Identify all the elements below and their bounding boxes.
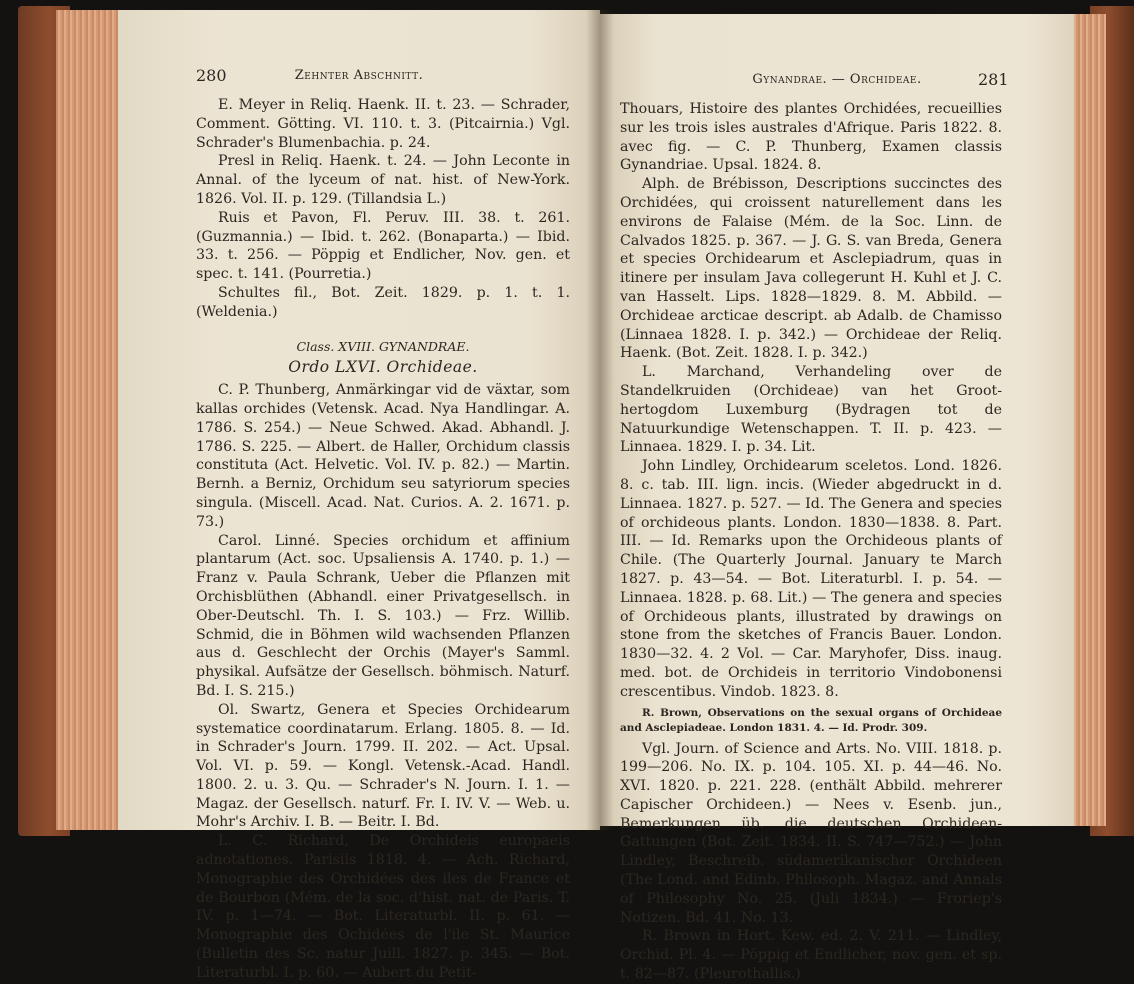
right-running-head: Gynandrae. — Orchideae.: [752, 72, 922, 87]
right-page: [600, 14, 1074, 983]
paragraph: C. P. Thunberg, Anmärkingar vid de växtar, som kallas orchides (Vetensk. Acad. Nya Handlingar. A. 1786. S. 254.) — Neue Schwed. Akad. Abhandl. J. 1786. S. 225. — Albert. de Haller, Orchidum classis constituta (Act. Helvetic. Vol. IV. p. 82.) — Martin. Bernh. a Berniz, Orchidum seu satyriorum species singula. (Miscell. Acad. Nat. Curios. A. 2. 1671. p. 73.): [196, 382, 570, 530]
paragraph: John Lindley, Orchidearum sceletos. Lond. 1826. 8. c. tab. III. lign. incis. (Wieder abgedruckt in d. Linnaea. 1827. p. 527. — Id. The Genera and species of orchideous plants. London. 1830—1838. 8. Part. III. — Id. Remarks upon the Orchideous plants of Chile. (The Quarterly Journal. January te March 1827. p. 43—54. — Bot. Literaturbl. I. p. 54. — Linnaea. 1828. p. 68. Lit.) — The genera and species of Orchideous plants, illustrated by drawings on stone from the sketches of Francis Bauer. London. 1830—32. 4. 2 Vol. — Car. Maryhofer, Diss. inaug. med. bot. de Orchideis in territorio Vindobonensi crescentibus. Vindob. 1823. 8.: [620, 458, 1002, 700]
book-gutter: [586, 10, 614, 830]
left-page-edges: [56, 10, 126, 830]
small-print-paragraph: R. Brown, Observations on the sexual organs of Orchideae and Asclepiadeae. London 1831. 4. — Id. Prodr. 309.: [620, 706, 1002, 734]
paragraph: Presl in Reliq. Haenk. t. 24. — John Leconte in Annal. of the lyceum of nat. hist. of New-York. 1826. Vol. II. p. 129. (Tillandsia L.): [196, 153, 570, 207]
paragraph: Ruis et Pavon, Fl. Peruv. III. 38. t. 261. (Guzmannia.) — Ibid. t. 262. (Bonaparta.) — Ibid. 33. t. 256. — Pöppig et Endlicher, Nov. gen. et spec. t. 141. (Pourretia.): [196, 209, 570, 283]
right-page-edges: [1072, 14, 1106, 826]
class-heading: Class. XVIII. GYNANDRAE.: [296, 338, 470, 354]
left-page: [118, 10, 600, 981]
paragraph: L. C. Richard, De Orchideis europaeis adnotationes. Parisiis 1818. 4. — Ach. Richard, Monographie des Orchidées des iles de France et de Bourbon (Mém. de la soc. d'hist. nat. de Paris. T. IV. p. 1—74. — Bot. Literaturbl. II. p. 61. — Monographie des Ochidées de l'ile St. Maurice (Bulletin des Sc. natur Juill. 1827. p. 345. — Bot. Literaturbl. I. p. 60. — Aubert du Petit-: [196, 833, 570, 981]
paragraph: Vgl. Journ. of Science and Arts. No. VIII. 1818. p. 199—206. No. IX. p. 104. 105. XI. p. 44—46. No. XVI. 1820. p. 221. 228. (enthält Abbild. mehrerer Capischer Orchideen.) — Nees v. Esenb. jun., Bemerkungen üb. die deutschen Orchideen-Gattungen (Bot. Zeit. 1834. II. S. 747—752.) — John Lindley, Beschreib. südamerikanischer Orchideen (The Lond. and Edinb. Philosoph. Magaz. and Annals of Philosophy No. 25. (Juli 1834.) — Froriep's Notizen. Bd. 41. No. 13.: [620, 740, 1002, 926]
paragraph: Ol. Swartz, Genera et Species Orchidearum systematice coordinatarum. Erlang. 1805. 8. — Id. in Schrader's Journ. 1799. II. 202. — Act. Upsal. Vol. VI. p. 59. — Kongl. Vetensk.-Acad. Handl. 1800. 2. u. 3. Qu. — Schrader's N. Journ. I. 1. — Magaz. der Gesellsch. naturf. Fr. I. IV. V. — Web. u. Mohr's Archiv. I. B. — Beitr. I. Bd.: [196, 701, 570, 831]
paragraph: Carol. Linné. Species orchidum et affinium plantarum (Act. soc. Upsaliensis A. 1740. p. 1.) — Franz v. Paula Schrank, Ueber die Pflanzen mit Orchisblüthen (Abhandl. einer Privatgesellsch. in Ober-Deutschl. Th. I. S. 103.) — Frz. Willib. Schmid, die in Böhmen wild wachsenden Pflanzen aus d. Geschlecht der Orchis (Mayer's Samml. physikal. Aufsätze der Gesellsch. böhmisch. Naturf. Bd. I. S. 215.): [196, 532, 570, 699]
right-page-number: 281: [978, 70, 1009, 89]
left-text-column: [196, 96, 570, 983]
paragraph: L. Marchand, Verhandeling over de Standelkruiden (Orchideae) van het Groot-hertogdom Luxemburg (Bydragen tot de Natuurkundige Wetenschappen. T. II. p. 423. — Linnaea. 1829. I. p. 34. Lit.: [620, 364, 1002, 456]
left-running-head: Zehnter Abschnitt.: [294, 68, 424, 83]
paragraph: R. Brown in Hort. Kew. ed. 2. V. 211. — Lindley, Orchid. Pl. 4. — Pöppig et Endlicher, nov. gen. et sp. t. 82—87. (Pleurothallis.): [620, 928, 1002, 983]
ordo-heading: Ordo LXVI. Orchideae.: [288, 358, 478, 377]
paragraph: E. Meyer in Reliq. Haenk. II. t. 23. — Schrader, Comment. Götting. VI. 110. t. 3. (Pitcairnia.) Vgl. Schrader's Blumenbachia. p. 24.: [196, 97, 570, 151]
paragraph: Thouars, Histoire des plantes Orchidées, recueillies sur les trois isles australes d'Afrique. Paris 1822. 8. avec fig. — C. P. Thunberg, Examen classis Gynandriae. Upsal. 1824. 8.: [620, 101, 1002, 174]
left-page-number: 280: [196, 66, 227, 85]
paragraph: Alph. de Brébisson, Descriptions succinctes des Orchidées, qui croissent naturellement dans les environs de Falaise (Mém. de la Soc. Linn. de Calvados 1825. p. 367. — J. G. S. van Breda, Genera et species Orchidearum et Asclepiadrum, quas in itinere per insulam Java collegerunt H. Kuhl et J. C. van Hasselt. Lips. 1828—1829. 8. M. Abbild. — Orchideae arcticae descript. ab Adalb. de Chamisso (Linnaea 1828. I. p. 342.) — Orchideae der Reliq. Haenk. (Bot. Zeit. 1828. I. p. 342.): [620, 176, 1002, 362]
paragraph: Schultes fil., Bot. Zeit. 1829. p. 1. t. 1. (Weldenia.): [196, 284, 570, 320]
right-text-column: [620, 100, 1002, 984]
